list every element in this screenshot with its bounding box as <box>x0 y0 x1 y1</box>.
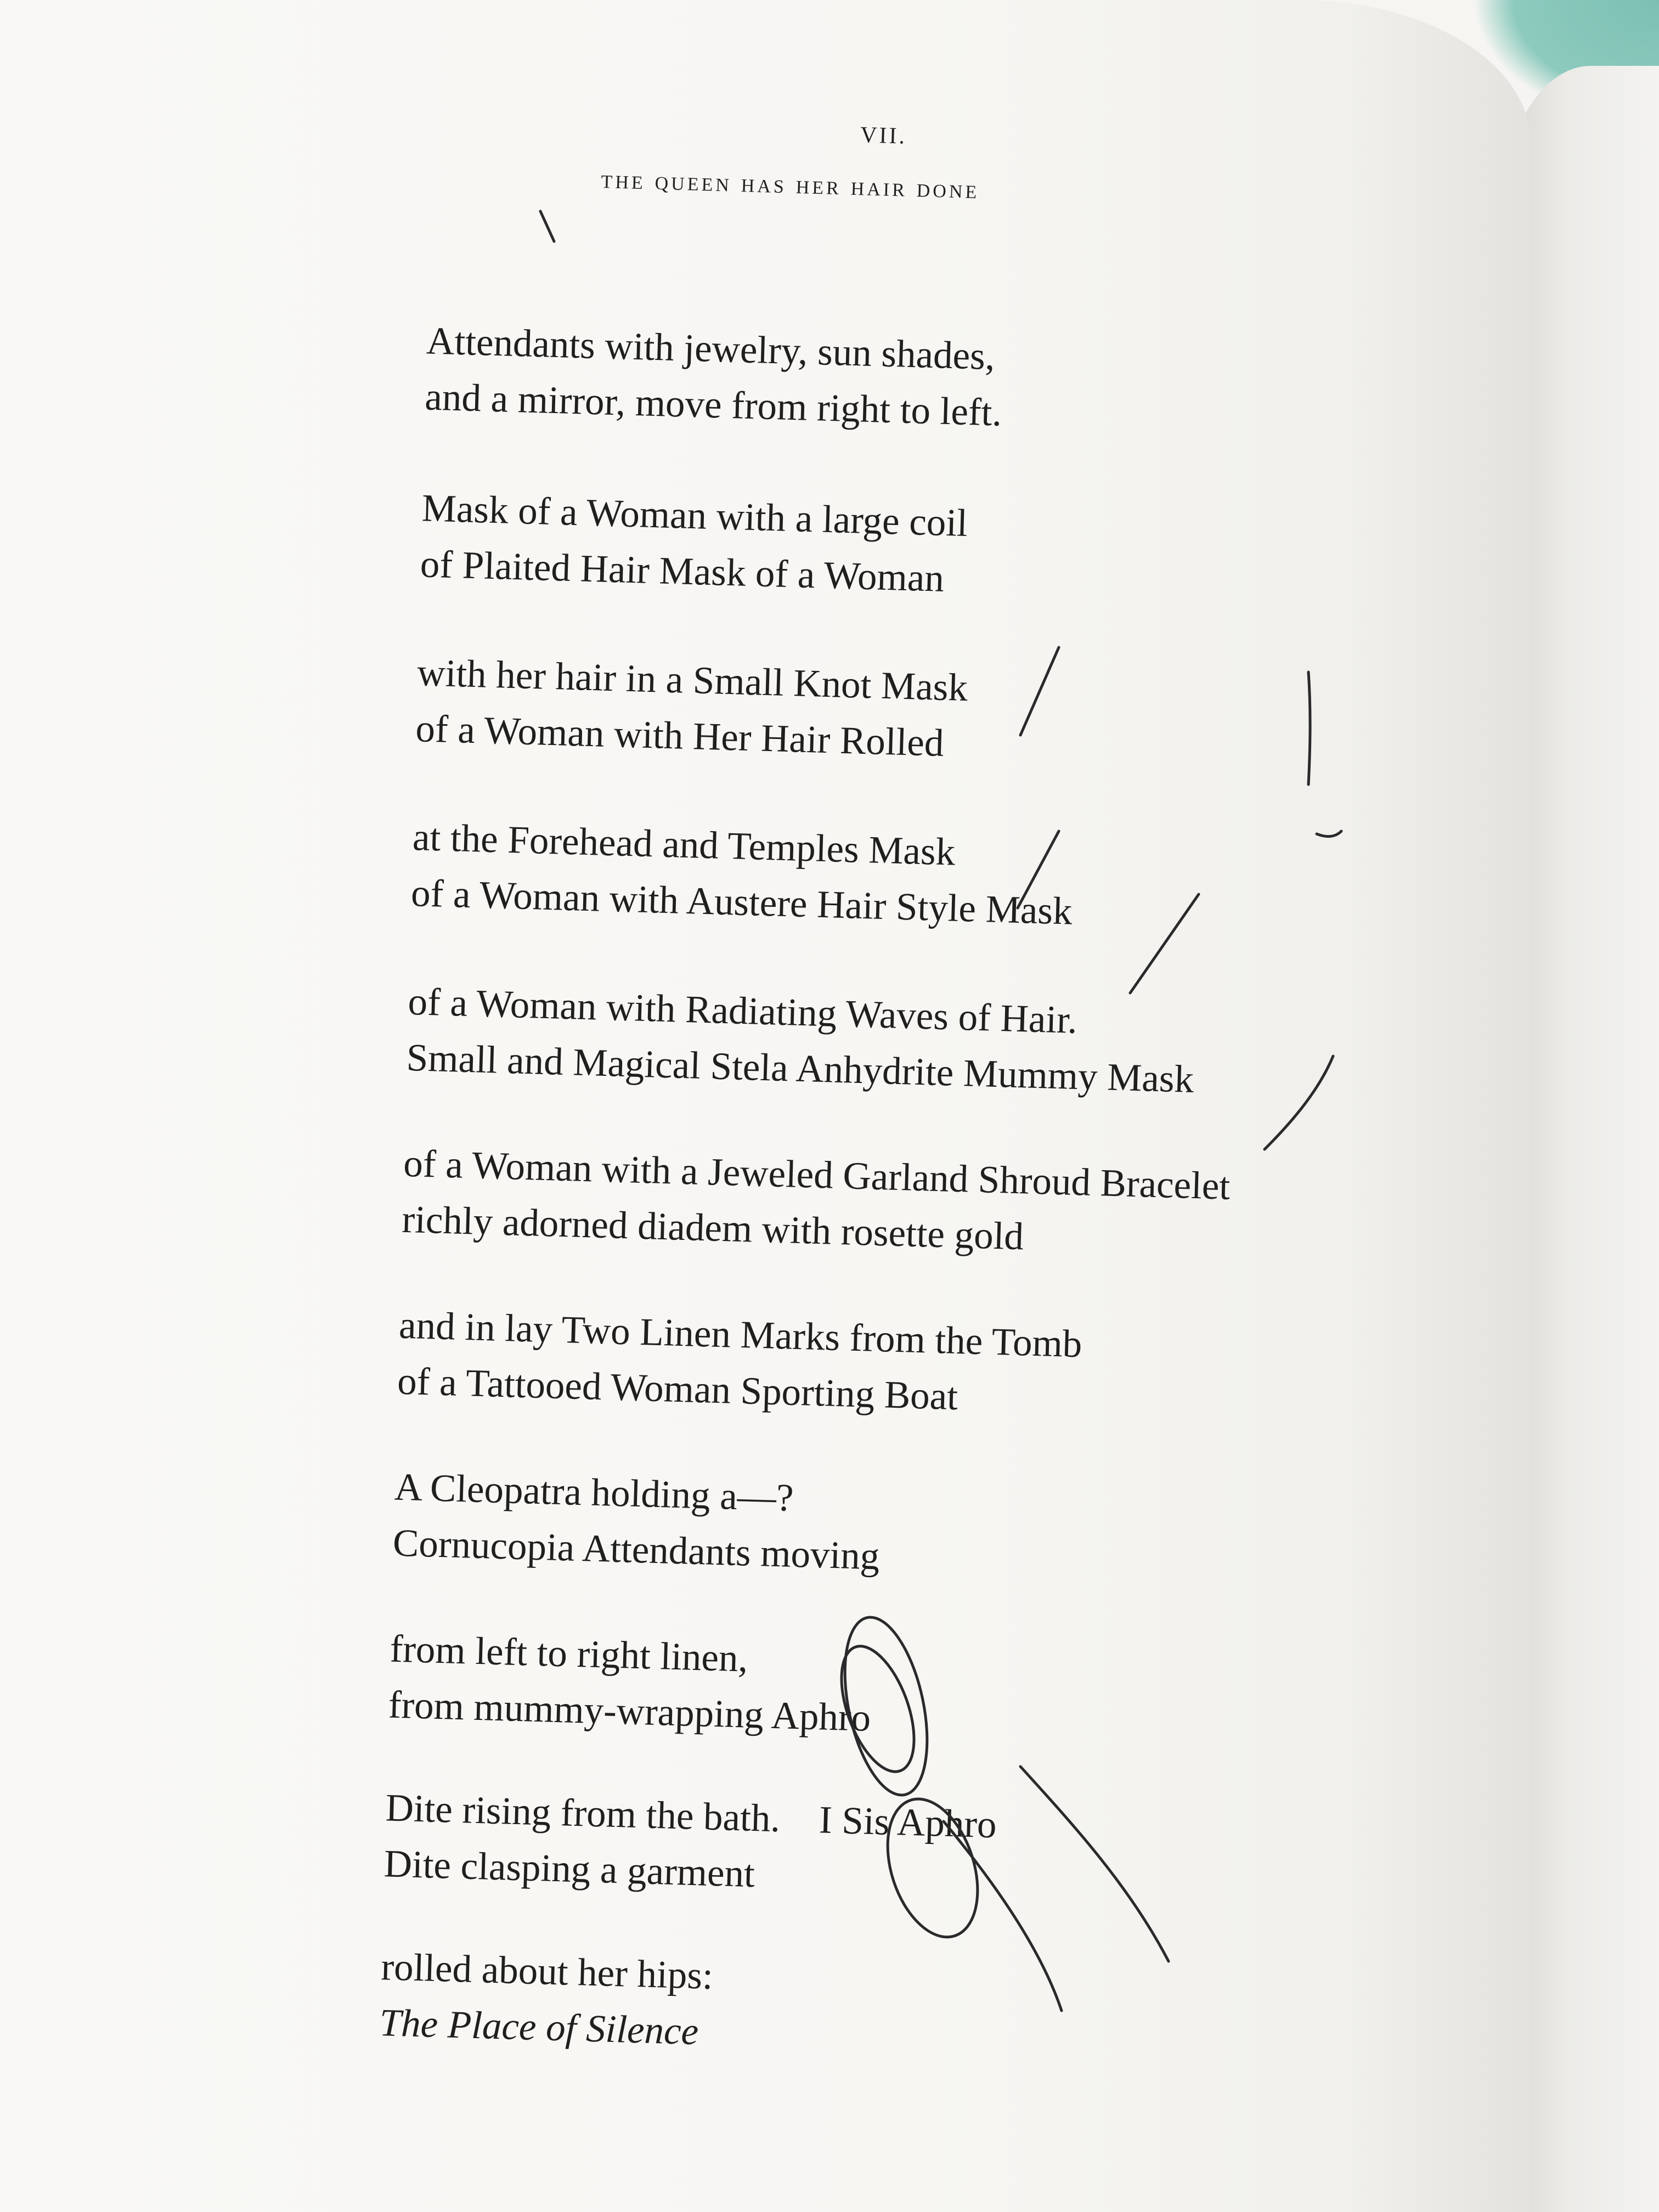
poem-line: and a mirror, move from right to left. <box>424 375 1003 435</box>
stanza-8 <box>392 1459 882 1585</box>
poem-line: rolled about her hips: <box>380 1945 714 1998</box>
poem-line: of a Woman with Her Hair Rolled <box>415 707 945 765</box>
pencil-check-mark <box>1265 1056 1333 1149</box>
poem-line: from mummy-wrapping Aphro <box>387 1683 872 1740</box>
poem-line: richly adorned diadem with rosette gold <box>401 1198 1025 1259</box>
pencil-check-mark <box>1130 894 1199 993</box>
poem-line: of a Tattooed Woman Sporting Boat <box>397 1359 959 1419</box>
poem-content <box>379 93 1464 2053</box>
poem-line: of a Woman with Radiating Waves of Hair. <box>407 980 1078 1042</box>
pencil-vertical-line <box>1308 672 1310 785</box>
stanza-3 <box>415 645 968 772</box>
pencil-hook <box>1317 831 1341 837</box>
poem-line: at the Forehead and Temples Mask <box>412 816 956 874</box>
stanza-6 <box>401 1136 1231 1271</box>
stanza-1 <box>424 313 1004 441</box>
stanza-9 <box>388 1621 873 1746</box>
poem-line: with her hair in a Small Knot Mask <box>416 651 968 710</box>
poem-line: Attendants with jewelry, sun shades, <box>426 319 996 379</box>
poem-line: Cornucopia Attendants moving <box>392 1521 881 1578</box>
poem-line: A Cleopatra holding a—? <box>393 1465 794 1520</box>
stanza-11 <box>379 1939 714 2060</box>
poem-line: Small and Magical Stela Anhydrite Mummy Mask <box>405 1036 1195 1101</box>
stanza-4 <box>410 809 1075 940</box>
poem-line-italic: The Place of Silence <box>379 2001 699 2053</box>
stanza-5 <box>405 974 1196 1108</box>
stanza-7 <box>397 1297 1083 1429</box>
poem-line: of a Woman with a Jeweled Garland Shroud Bracelet <box>403 1142 1231 1208</box>
poem-line: Mask of a Woman with a large coil <box>421 487 968 545</box>
section-title: the queen has her hair done <box>601 165 980 205</box>
stanza-2 <box>420 480 969 607</box>
stanza-10 <box>383 1780 997 1909</box>
pencil-check-mark <box>1020 647 1059 735</box>
poem-line: Dite clasping a garment <box>383 1842 755 1896</box>
section-number: VII. <box>860 122 907 149</box>
pencil-tick <box>540 211 554 241</box>
pencil-line <box>1020 1767 1169 1961</box>
poem-line: of Plaited Hair Mask of a Woman <box>419 543 945 600</box>
poem-line: and in lay Two Linen Marks from the Tomb <box>398 1304 1083 1366</box>
poem-line: from left to right linen, <box>389 1627 749 1680</box>
poem-line: Dite rising from the bath. I Sis Aphro <box>385 1786 997 1847</box>
poem-line: of a Woman with Austere Hair Style Mask <box>410 872 1073 933</box>
